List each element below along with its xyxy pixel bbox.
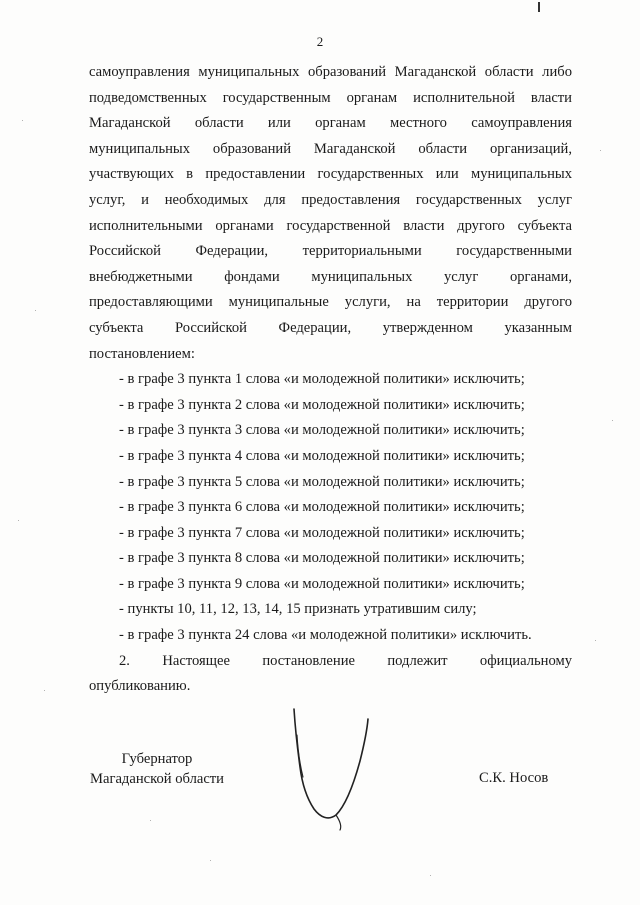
- list-item: - в графе 3 пункта 8 слова «и молодежной политики» исключить;: [119, 550, 525, 567]
- list-item: - в графе 3 пункта 9 слова «и молодежной политики» исключить;: [119, 575, 525, 592]
- list-item: - в графе 3 пункта 24 слова «и молодежной политики» исключить.: [119, 627, 532, 644]
- paragraph-line: постановлением:: [89, 345, 195, 362]
- signatory-name: С.К. Носов: [479, 770, 549, 786]
- paragraph-line: предоставляющими муниципальные услуги, на территории другого: [89, 294, 572, 311]
- signatory-title-line: Магаданской области: [90, 771, 224, 787]
- paragraph-line: внебюджетными фондами муниципальных услуг органами,: [89, 268, 572, 285]
- list-item: - в графе 3 пункта 5 слова «и молодежной политики» исключить;: [119, 473, 525, 490]
- list-item: - в графе 3 пункта 6 слова «и молодежной политики» исключить;: [119, 499, 525, 516]
- paragraph-line: услуг, и необходимых для предоставления государственных услуг: [89, 191, 572, 208]
- paragraph-line: участвующих в предоставлении государственных или муниципальных: [89, 166, 572, 183]
- list-item: - в графе 3 пункта 1 слова «и молодежной политики» исключить;: [119, 371, 525, 388]
- paragraph-line: муниципальных образований Магаданской области организаций,: [89, 140, 572, 157]
- document-body: [89, 60, 572, 700]
- list-item: - в графе 3 пункта 4 слова «и молодежной политики» исключить;: [119, 447, 525, 464]
- list-item: - в графе 3 пункта 2 слова «и молодежной политики» исключить;: [119, 396, 525, 413]
- signature-block: [0, 735, 640, 845]
- page-number: 2: [316, 34, 324, 49]
- paragraph-line: Магаданской области или органам местного самоуправления: [89, 115, 572, 132]
- scan-edge-mark: [538, 2, 540, 12]
- signatory-title: [90, 749, 224, 789]
- clause-2-line: опубликованию.: [89, 678, 191, 695]
- handwritten-signature: [280, 705, 370, 835]
- paragraph-line: Российской Федерации, территориальными государственными: [89, 243, 572, 260]
- paragraph-line: исполнительными органами государственной власти другого субъекта: [89, 217, 572, 234]
- clause-2-line: 2. Настоящее постановление подлежит официальному: [119, 652, 572, 669]
- paragraph-line: субъекта Российской Федерации, утвержденном указанным: [89, 319, 572, 336]
- list-item: - в графе 3 пункта 3 слова «и молодежной политики» исключить;: [119, 422, 525, 439]
- signatory-title-line: Губернатор: [121, 751, 193, 767]
- list-item: - в графе 3 пункта 7 слова «и молодежной политики» исключить;: [119, 524, 525, 541]
- paragraph-line: самоуправления муниципальных образований Магаданской области либо: [89, 64, 572, 80]
- paragraph-line: подведомственных государственным органам исполнительной власти: [89, 89, 572, 106]
- list-item: - пункты 10, 11, 12, 13, 14, 15 признать утратившим силу;: [119, 601, 477, 618]
